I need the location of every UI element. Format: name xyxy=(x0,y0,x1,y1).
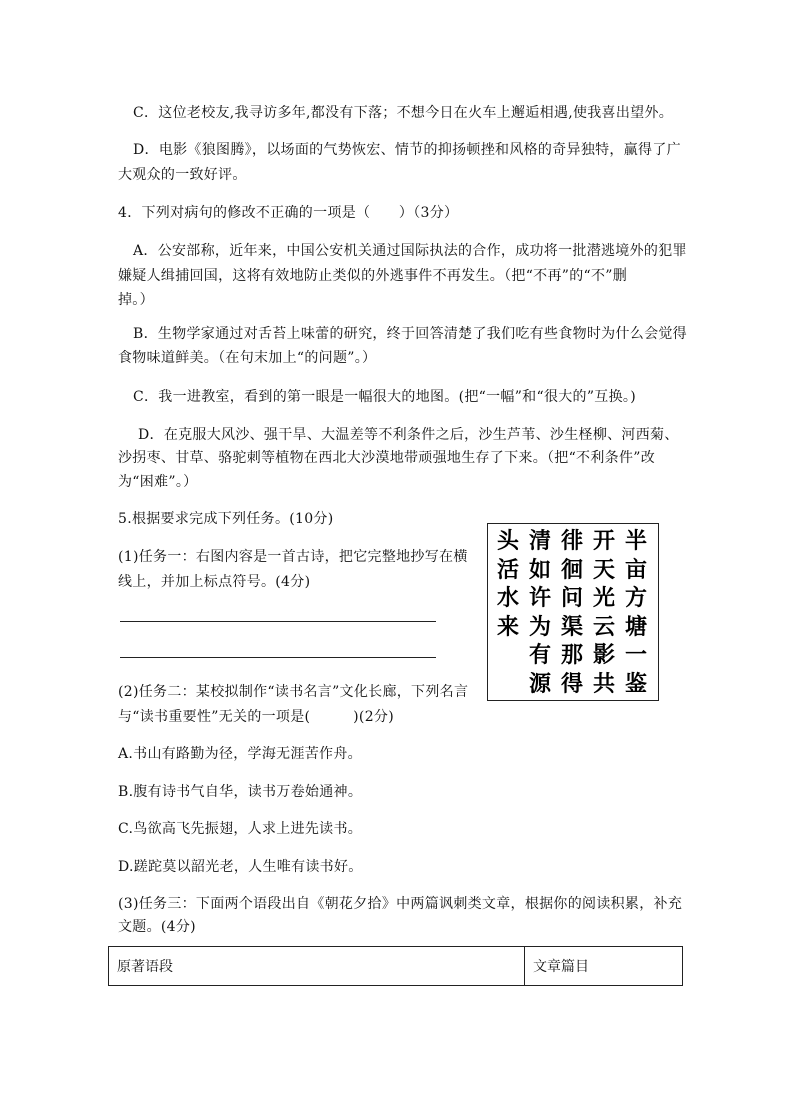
q5-task2-option-c: C.鸟欲高飞先振翅，人求上进先读书。 xyxy=(118,821,363,837)
calligraphy-char: 影 xyxy=(592,642,615,668)
calligraphy-char: 亩 xyxy=(624,556,647,583)
excerpt-table xyxy=(108,946,683,986)
calligraphy-char: 塘 xyxy=(624,613,647,640)
calligraphy-char: 清 xyxy=(528,528,551,554)
answer-line-1[interactable] xyxy=(120,621,436,622)
calligraphy-char: 源 xyxy=(528,670,551,697)
calligraphy-char: 一 xyxy=(624,642,647,668)
calligraphy-char: 为 xyxy=(528,613,551,640)
calligraphy-char: 云 xyxy=(592,613,615,640)
table-header-excerpt: 原著语段 xyxy=(109,947,525,986)
calligraphy-char: 头 xyxy=(496,528,519,554)
q5-stem: 5.根据要求完成下列任务。(10分) xyxy=(118,511,334,527)
calligraphy-char: 天 xyxy=(592,556,615,583)
q5-task2-line1: (2)任务二：某校拟制作“读书名言”文化长廊，下列名言 xyxy=(118,684,469,700)
q5-task2-option-b: B.腹有诗书气自华，读书万卷始通神。 xyxy=(118,784,363,800)
calligraphy-char: 方 xyxy=(624,585,647,611)
calligraphy-char: 那 xyxy=(560,642,583,668)
q5-task1-line1: (1)任务一：右图内容是一首古诗，把它完整地抄写在横 xyxy=(118,549,468,565)
q4-option-a-line3: 掉。） xyxy=(118,292,154,308)
q4-option-d-line2: 沙拐枣、甘草、骆驼刺等植物在西北大沙漠地带顽强地生存了下来。（把“不利条件”改 xyxy=(118,450,656,466)
q4-option-a-line2: 嫌疑人缉捕回国，这将有效地防止类似的外逃事件不再发生。（把“不再”的“不”删 xyxy=(118,268,628,284)
calligraphy-column-4 xyxy=(525,527,555,698)
q4-option-d-line1: D．在克服大风沙、强干旱、大温差等不利条件之后，沙生芦苇、沙生柽柳、河西菊、 xyxy=(138,427,679,443)
calligraphy-char: 有 xyxy=(528,642,551,668)
calligraphy-char: 来 xyxy=(496,613,519,640)
table-header-title: 文章篇目 xyxy=(525,947,683,986)
calligraphy-char: 半 xyxy=(624,528,647,554)
q3-option-c: C．这位老校友,我寻访多年,都没有下落；不想今日在火车上邂逅相遇,使我喜出望外。 xyxy=(133,105,674,121)
q4-option-d-line3: 为“困难”。） xyxy=(118,474,198,490)
calligraphy-char: 共 xyxy=(592,670,615,697)
q5-task2-option-d: D.蹉跎莫以韶光老，人生唯有读书好。 xyxy=(118,859,363,875)
calligraphy-column-1 xyxy=(621,527,651,698)
calligraphy-char: 问 xyxy=(560,585,583,611)
q3-option-d-line2: 大观众的一致好评。 xyxy=(118,167,247,183)
q5-task1-line2: 线上，并加上标点符号。(4分) xyxy=(118,574,311,590)
q5-task3-line2: 文题。(4分) xyxy=(118,919,196,935)
calligraphy-poem-image xyxy=(487,523,659,701)
calligraphy-column-2 xyxy=(589,527,619,698)
q4-option-b-line2: 食物味道鲜美。（在句末加上“的问题”。） xyxy=(118,350,377,366)
calligraphy-char: 鉴 xyxy=(624,670,647,697)
q5-task2-line2: 与“读书重要性”无关的一项是( )(2分) xyxy=(118,709,394,725)
q5-task2-option-a: A.书山有路勤为径，学海无涯苦作舟。 xyxy=(118,746,362,762)
q4-option-c: C．我一进教室，看到的第一眼是一幅很大的地图。(把“一幅”和“很大的”互换。) xyxy=(133,389,636,405)
calligraphy-char: 徘 xyxy=(560,528,583,554)
calligraphy-column-3 xyxy=(557,527,587,698)
answer-line-2[interactable] xyxy=(120,657,436,658)
q4-stem: 4．下列对病句的修改不正确的一项是（ ）（3分） xyxy=(118,205,459,221)
calligraphy-char: 得 xyxy=(560,670,583,697)
calligraphy-char: 开 xyxy=(592,528,615,554)
q4-option-b-line1: B．生物学家通过对舌苔上味蕾的研究，终于回答清楚了我们吃有些食物时为什么会觉得 xyxy=(133,326,687,342)
calligraphy-char: 徊 xyxy=(560,556,583,583)
calligraphy-char: 渠 xyxy=(560,613,583,640)
q4-option-a-line1: A．公安部称，近年来，中国公安机关通过国际执法的合作，成功将一批潜逃境外的犯罪 xyxy=(133,243,687,259)
q3-option-d-line1: D．电影《狼图腾》，以场面的气势恢宏、情节的抑扬顿挫和风格的奇异独特，赢得了广 xyxy=(133,142,681,158)
calligraphy-column-5 xyxy=(493,527,523,641)
q5-task3-line1: (3)任务三：下面两个语段出自《朝花夕拾》中两篇讽刺类文章，根据你的阅读积累，补充 xyxy=(118,896,683,912)
calligraphy-char: 活 xyxy=(496,556,519,583)
calligraphy-char: 如 xyxy=(528,556,551,583)
calligraphy-char: 许 xyxy=(528,585,551,611)
calligraphy-char: 光 xyxy=(592,585,615,611)
calligraphy-char: 水 xyxy=(496,585,519,611)
